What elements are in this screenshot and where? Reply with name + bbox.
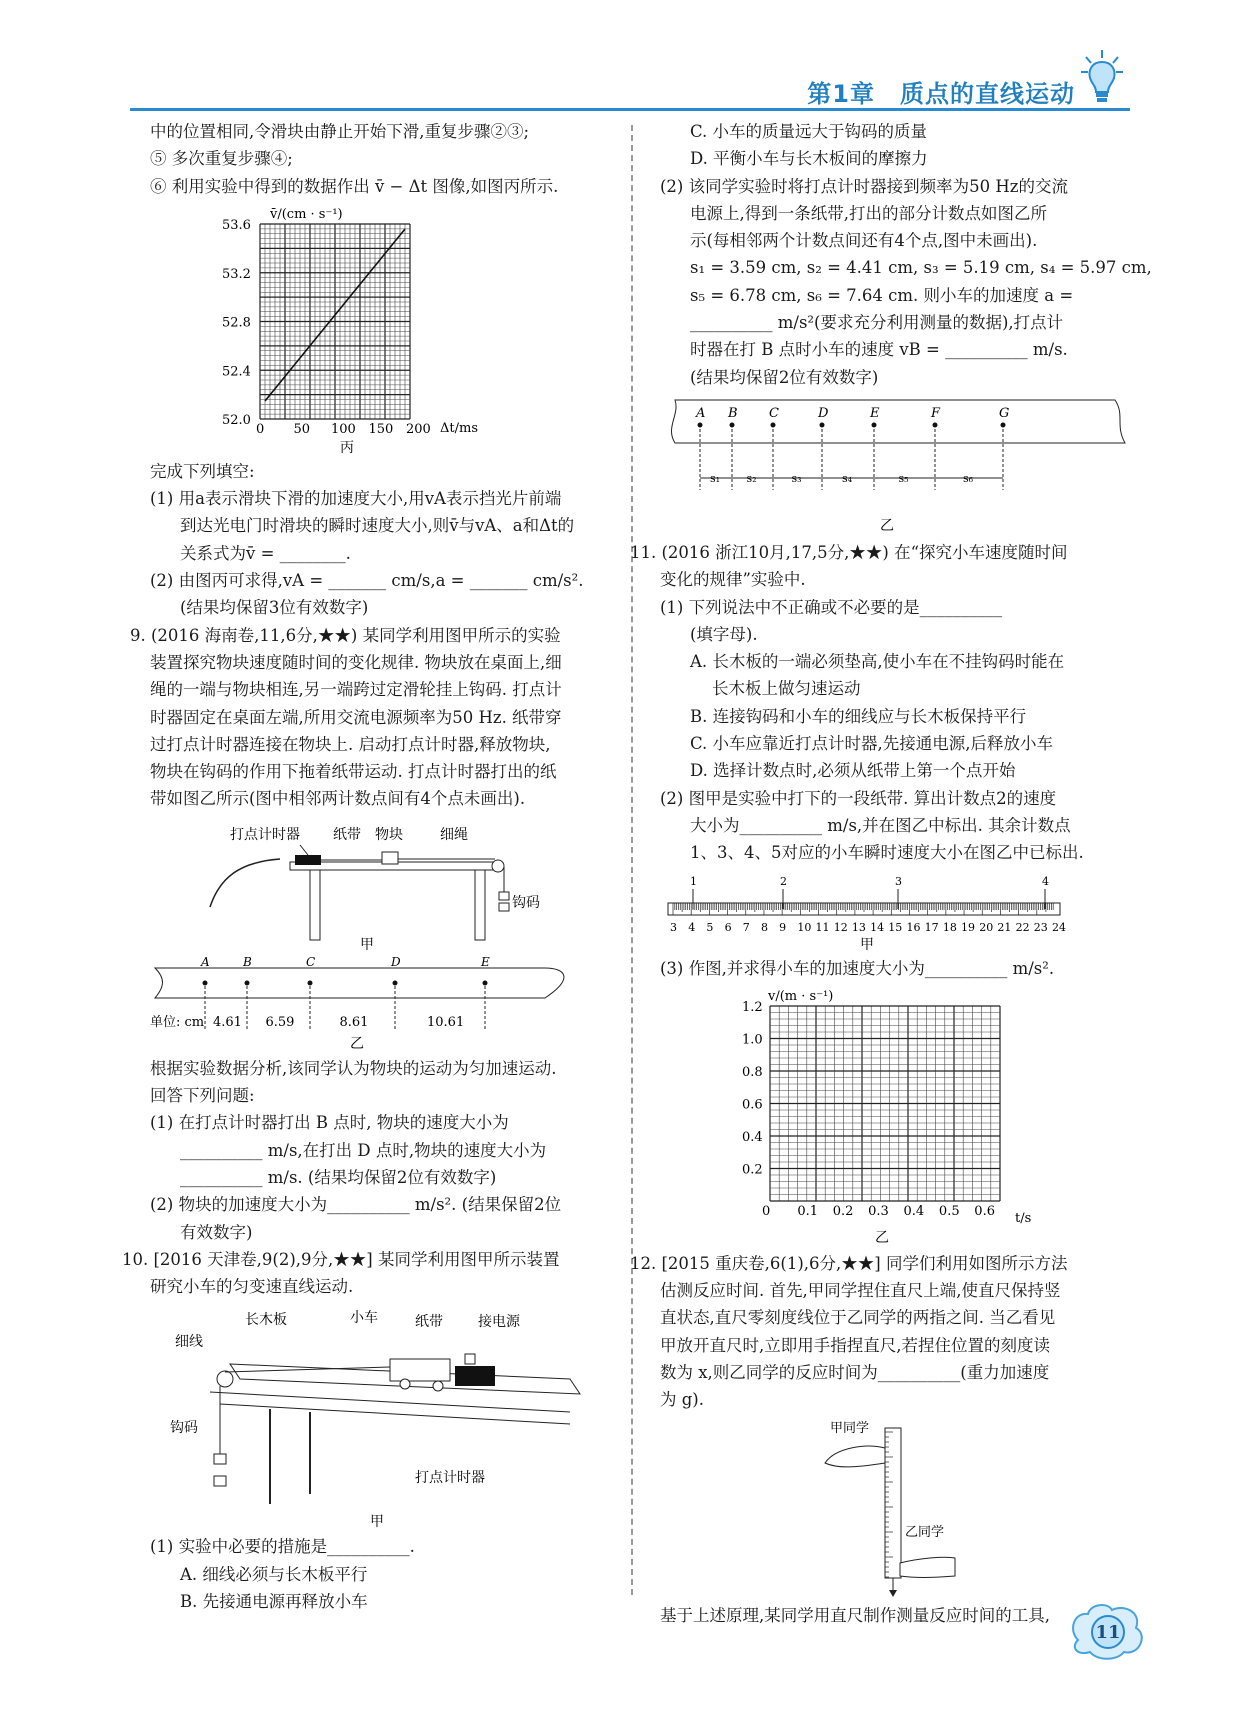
figure-caption: 丙 [340, 439, 354, 454]
text-line: B. 先接通电源再释放小车 [180, 1592, 368, 1612]
text-line: 10. [2016 天津卷,9(2),9分,★★] 某同学利用图甲所示装置 [122, 1249, 560, 1269]
tape-point-label: B [728, 405, 738, 421]
segment-label: s₃ [791, 471, 802, 485]
segment-label: s₆ [963, 471, 974, 485]
text-line: ⑥ 利用实验中得到的数据作出 v̄ − Δt 图像,如图丙所示. [150, 176, 559, 196]
text-line: 装置探究物块速度随时间的变化规律. 物块放在桌面上,细 [150, 652, 562, 672]
ruler-label: 14 [870, 920, 885, 934]
label-timer: 打点计时器 [415, 1470, 485, 1487]
text-line: 为 g). [660, 1390, 704, 1410]
text-line: 电源上,得到一条纸带,打出的部分计数点如图乙所 [690, 203, 1047, 223]
page-number-badge [1068, 1600, 1148, 1662]
ruler-label: 7 [742, 920, 750, 934]
text-line: (1) 实验中必要的措施是__________. [150, 1537, 415, 1557]
segment-label: s₂ [746, 471, 757, 485]
text-line: __________ m/s. (结果均保留2位有效数字) [180, 1167, 497, 1187]
text-line: (1) 在打点计时器打出 B 点时, 物块的速度大小为 [150, 1113, 509, 1133]
tape-point [203, 980, 208, 985]
text-line: 过打点计时器连接在物块上. 启动打点计时器,释放物块, [150, 734, 551, 754]
label-block: 物块 [375, 826, 403, 843]
tape-point [872, 422, 877, 427]
ruler-label: 18 [942, 920, 957, 934]
tape-point [771, 422, 776, 427]
ruler-label: 4 [688, 920, 696, 934]
tape-point-label: C [306, 955, 316, 969]
x-tick-label: 0.3 [868, 1203, 889, 1219]
figure11-tape-ruler [660, 871, 1130, 951]
label-board: 长木板 [245, 1312, 287, 1329]
tape-point-label: D [391, 955, 401, 969]
ruler-label: 17 [924, 920, 939, 934]
tape-point-label: A [201, 955, 210, 969]
ruler-label: 12 [833, 920, 848, 934]
x-tick-label: 200 [406, 421, 431, 437]
text-line: 绳的一端与物块相连,另一端跨过定滑轮挂上钩码. 打点计 [150, 680, 562, 700]
ruler-label: 16 [906, 920, 921, 934]
figure12-ruler-reaction [660, 1418, 1130, 1598]
text-line: D. 平衡小车与长木板间的摩擦力 [690, 149, 928, 169]
figure9-tape [150, 956, 615, 1051]
tape-point [730, 422, 735, 427]
text-line: 1、3、4、5对应的小车瞬时速度大小在图乙中已标出. [690, 843, 1084, 863]
ruler-label: 5 [706, 920, 714, 934]
figure11-vt-graph [660, 986, 1130, 1246]
y-axis-label: v/(m · s⁻¹) [768, 988, 834, 1004]
text-line: 示(每相邻两个计数点间还有4个点,图中未画出). [690, 231, 1038, 251]
y-tick-label: 0.4 [742, 1129, 763, 1145]
tape-point [308, 980, 313, 985]
tape-point [698, 422, 703, 427]
y-tick-label: 52.0 [222, 412, 251, 428]
figure-caption: 乙 [880, 517, 894, 534]
text-line: 研究小车的匀变速直线运动. [150, 1277, 354, 1297]
x-tick-label: 50 [293, 421, 311, 437]
ruler-label: 21 [997, 920, 1012, 934]
text-line: 大小为__________ m/s,并在图乙中标出. 其余计数点 [690, 815, 1071, 835]
ruler-label: 11 [815, 920, 830, 934]
count-point-label: 1 [690, 874, 697, 888]
ruler-label: 19 [961, 920, 976, 934]
text-line: D. 选择计数点时,必须从纸带上第一个点开始 [690, 761, 1016, 781]
segment-label: s₅ [898, 471, 909, 485]
right-column [630, 118, 1152, 1629]
text-line: __________ m/s,在打出 D 点时,物块的速度大小为 [180, 1140, 547, 1160]
ruler-label: 10 [797, 920, 812, 934]
tape-point-label: F [931, 405, 941, 421]
figure-caption: 乙 [875, 1229, 889, 1246]
label-thread: 细线 [175, 1334, 203, 1351]
ruler-label: 22 [1015, 920, 1030, 934]
count-point-label: 4 [1042, 874, 1049, 888]
text-line: 有效数字) [180, 1222, 253, 1242]
tape-point [245, 980, 250, 985]
x-tick-label: 0 [256, 421, 265, 437]
x-tick-label: 0.2 [832, 1203, 854, 1219]
y-tick-label: 0.2 [742, 1162, 763, 1178]
x-tick-label: 0.6 [974, 1203, 995, 1219]
y-tick-label: 53.6 [222, 217, 251, 233]
y-tick-label: 1.0 [742, 1032, 763, 1048]
x-tick-label: 150 [368, 421, 394, 437]
label-timer: 打点计时器 [230, 826, 300, 843]
label-weight: 钩码 [170, 1420, 198, 1437]
tape-point-label: E [481, 955, 490, 969]
page-header [130, 70, 1130, 110]
count-point-label: 2 [780, 874, 787, 888]
text-line: 关系式为v̄ = ________. [180, 543, 351, 563]
segment-label: s₄ [842, 471, 853, 485]
tape-point-label: E [870, 405, 880, 421]
ruler-label: 20 [979, 920, 994, 934]
text-line: 长木板上做匀速运动 [712, 679, 861, 699]
text-line: (结果均保留3位有效数字) [180, 598, 369, 618]
tape-point [393, 980, 398, 985]
label-cart: 小车 [350, 1310, 378, 1327]
y-tick-label: 0.8 [742, 1064, 763, 1080]
label-tape: 纸带 [333, 826, 361, 843]
text-line: 到达光电门时滑块的瞬时速度大小,则v̄与vA、a和Δt的 [180, 516, 575, 536]
text-line: 物块在钩码的作用下拖着纸带运动. 打点计时器打出的纸 [150, 762, 557, 782]
count-point-label: 3 [895, 874, 902, 888]
text-line: (1) 用a表示滑块下滑的加速度大小,用vA表示挡光片前端 [150, 489, 562, 509]
text-line: (2) 物块的加速度大小为__________ m/s². (结果保留2位 [150, 1195, 562, 1215]
x-tick-label: 0.4 [903, 1203, 925, 1219]
text-line: 回答下列问题: [150, 1086, 255, 1106]
text-line: 完成下列填空: [150, 461, 255, 481]
figure-caption: 甲 [360, 936, 374, 952]
text-line: __________ m/s²(要求充分利用测量的数据),打点计 [690, 313, 1064, 333]
x-axis-label: Δt/ms [440, 420, 478, 436]
label-rope: 细绳 [440, 826, 468, 843]
y-axis-label: v̄/(cm · s⁻¹) [270, 206, 343, 222]
ruler-label: 8 [760, 920, 768, 934]
text-line: (填字母). [690, 624, 758, 644]
figure10-apparatus [150, 1304, 615, 1529]
gap-label: 8.61 [339, 1014, 369, 1030]
figure-bing-graph [150, 204, 615, 454]
x-tick-label: 0.1 [797, 1203, 819, 1219]
text-line: 根据实验数据分析,该同学认为物块的运动为匀加速运动. [150, 1058, 557, 1078]
label-student-yi: 乙同学 [905, 1524, 945, 1540]
text-line: s₅ = 6.78 cm, s₆ = 7.64 cm. 则小车的加速度 a = [690, 285, 1074, 305]
gap-label: 10.61 [427, 1014, 465, 1030]
page-number: 11 [1095, 1622, 1121, 1643]
text-line: 12. [2015 重庆卷,6(1),6分,★★] 同学们利用如图所示方法 [630, 1253, 1068, 1273]
ruler-label: 24 [1052, 920, 1066, 934]
figure-caption: 甲 [370, 1514, 384, 1530]
text-line: s₁ = 3.59 cm, s₂ = 4.41 cm, s₃ = 5.19 cm, s₄ = 5.97 cm, [690, 258, 1152, 278]
text-line: 基于上述原理,某同学用直尺制作测量反应时间的工具, [660, 1605, 1050, 1625]
y-tick-label: 52.4 [222, 364, 251, 380]
label-power: 接电源 [478, 1314, 520, 1331]
ruler-label: 3 [670, 920, 677, 934]
text-line: C. 小车应靠近打点计时器,先接通电源,后释放小车 [690, 734, 1054, 754]
lightbulb-icon [1080, 48, 1124, 108]
text-line: A. 长木板的一端必须垫高,使小车在不挂钩码时能在 [690, 652, 1065, 672]
x-tick-label: 100 [331, 421, 356, 437]
gap-label: 4.61 [213, 1014, 242, 1030]
text-line: (2) 图甲是实验中打下的一段纸带. 算出计数点2的速度 [660, 788, 1057, 808]
text-line: 11. (2016 浙江10月,17,5分,★★) 在“探究小车速度随时间 [630, 542, 1068, 562]
tape-point [483, 980, 488, 985]
tape-point [1001, 422, 1006, 427]
text-line: A. 细线必须与长木板平行 [180, 1564, 368, 1584]
text-line: 甲放开直尺时,立即用手指捏直尺,若捏住位置的刻度读 [660, 1335, 1050, 1355]
y-tick-label: 52.8 [222, 315, 251, 331]
text-line: 估测反应时间. 首先,甲同学捏住直尺上端,使直尺保持竖 [660, 1281, 1061, 1301]
column-divider [631, 125, 633, 1595]
y-tick-label: 53.2 [222, 266, 251, 282]
text-line: (2) 该同学实验时将打点计时器接到频率为50 Hz的交流 [660, 176, 1068, 196]
ruler-label: 6 [724, 920, 732, 934]
text-line: 直状态,直尺零刻度线位于乙同学的两指之间. 当乙看见 [660, 1308, 1056, 1328]
x-axis-label: t/s [1015, 1210, 1032, 1226]
ruler-label: 9 [779, 920, 787, 934]
tape-point [933, 422, 938, 427]
text-line: B. 连接钩码和小车的细线应与长木板保持平行 [690, 706, 1027, 726]
header-rule [130, 108, 1130, 111]
text-line: 变化的规律”实验中. [660, 570, 806, 590]
tape-point-label: A [696, 405, 706, 421]
text-line: 9. (2016 海南卷,11,6分,★★) 某同学利用图甲所示的实验 [130, 625, 561, 645]
label-weight: 钩码 [512, 894, 540, 911]
text-line: (2) 由图丙可求得,vA = _______ cm/s,a = _______ cm/s². [150, 571, 584, 591]
tape-point-label: C [769, 405, 779, 421]
unit-label: 单位: cm [150, 1014, 205, 1030]
segment-label: s₁ [710, 471, 721, 485]
tape-point-label: D [818, 405, 829, 421]
ruler-label: 23 [1033, 920, 1048, 934]
text-line: (结果均保留2位有效数字) [690, 367, 879, 387]
text-line: 时器在打 B 点时小车的速度 vB = __________ m/s. [690, 340, 1068, 360]
ruler-label: 15 [888, 920, 903, 934]
text-line: (1) 下列说法中不正确或不必要的是__________ [660, 597, 1003, 617]
text-line: ⑤ 多次重复步骤④; [150, 149, 293, 169]
text-line: 中的位置相同,令滑块由静止开始下滑,重复步骤②③; [150, 122, 530, 141]
label-tape: 纸带 [415, 1314, 443, 1331]
text-line: 数为 x,则乙同学的反应时间为__________(重力加速度 [660, 1363, 1050, 1383]
label-student-jia: 甲同学 [830, 1420, 870, 1436]
figure-caption: 乙 [350, 1035, 364, 1051]
text-line: C. 小车的质量远大于钩码的质量 [690, 122, 928, 141]
x-tick-label: 0 [762, 1203, 771, 1219]
gap-label: 6.59 [265, 1014, 295, 1030]
tape-point-label: B [243, 955, 252, 969]
x-tick-label: 0.5 [938, 1203, 960, 1219]
left-column [122, 118, 615, 1615]
text-line: 时器固定在桌面左端,所用交流电源频率为50 Hz. 纸带穿 [150, 707, 562, 727]
figure10-tape [660, 395, 1130, 535]
tape-point [820, 422, 825, 427]
text-line: 带如图乙所示(图中相邻两计数点间有4个点未画出). [150, 789, 526, 809]
figure9-apparatus [150, 817, 615, 952]
ruler-label: 13 [851, 920, 866, 934]
tape-point-label: G [999, 405, 1010, 421]
chapter-title: 第1章 质点的直线运动 [807, 80, 1075, 108]
text-line: (3) 作图,并求得小车的加速度大小为__________ m/s². [660, 958, 1055, 978]
y-tick-label: 1.2 [742, 999, 763, 1015]
figure-caption: 甲 [860, 936, 874, 951]
y-tick-label: 0.6 [742, 1097, 763, 1113]
